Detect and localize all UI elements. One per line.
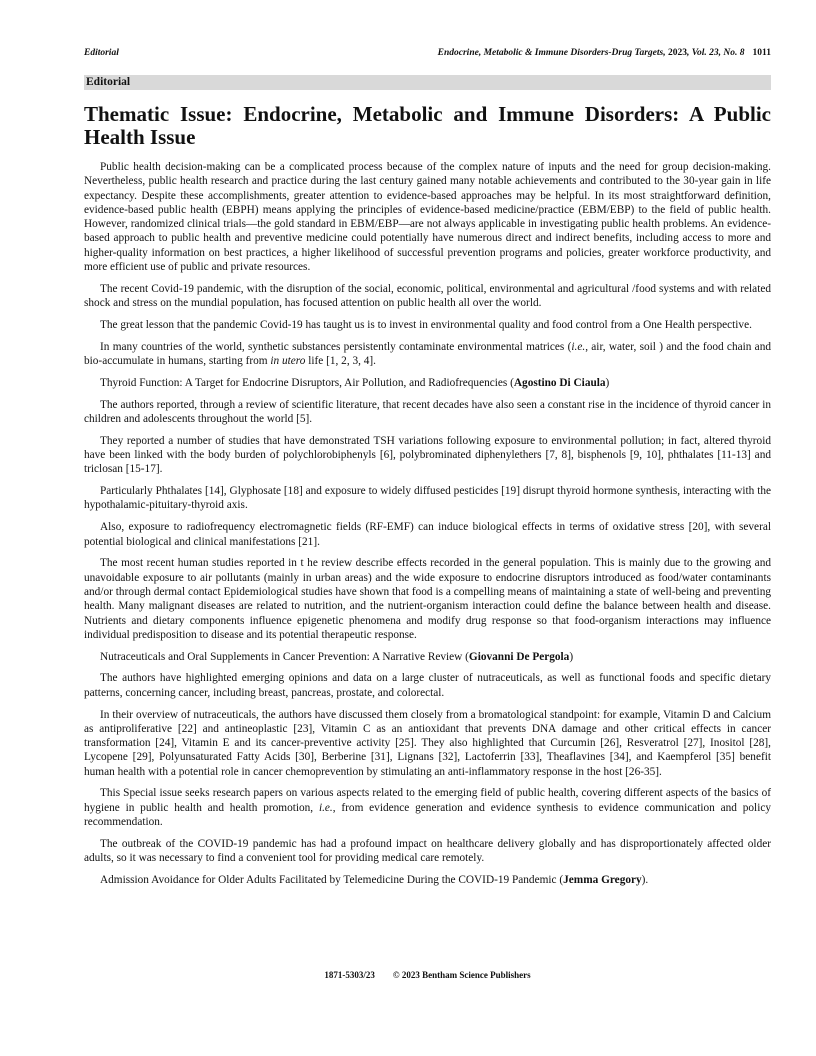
article-reference-title: Nutraceuticals and Oral Supplements in Cancer Prevention: A Narrative Review ( [100,650,469,663]
text-run: , air, water, soil ) and the food chain and bio-accumulate in humans, starting from [84,340,771,368]
italic-term: in utero [270,355,306,368]
text-run: , from evidence generation and evidence synthesis to evidence communication and policy recommendation. [84,801,771,829]
paragraph: They reported a number of studies that have demonstrated TSH variations following exposure to environmental pollution; in fact, altered thyroid have been linked with the body burden of polychlorobiphenyls [6], polybrominated diphenylethers [7, 8], bisphenols [9, 10], phthalates [11-13] and triclosan [15-17]. [84,434,771,476]
article-reference-title: Admission Avoidance for Older Adults Facilitated by Telemedicine During the COVID-19 Pandemic ( [100,873,564,886]
copyright: © 2023 Bentham Science Publishers [392,970,531,980]
page-number: 1011 [752,48,771,58]
italic-abbrev: i.e. [571,340,586,353]
article-body [84,160,771,895]
paragraph: The authors reported, through a review of scientific literature, that recent decades have also seen a constant rise in the incidence of thyroid cancer in children and adolescents throughout the world [5]. [84,398,771,425]
article-reference-author: Jemma Gregory [563,873,642,886]
page-footer [84,970,771,980]
italic-abbrev: i.e. [318,801,333,814]
paragraph: The great lesson that the pandemic Covid-19 has taught us is to invest in environmental quality and food control from a One Health perspective. [100,318,752,331]
text-run: In many countries of the world, synthetic substances persistently contaminate environmental matrices ( [100,340,572,353]
running-head-section: Editorial [84,48,119,58]
article-title: Thematic Issue: Endocrine, Metabolic and Immune Disorders: A Public Health Issue [84,102,771,149]
article-reference [84,650,771,664]
paragraph: The most recent human studies reported in t he review describe effects recorded in the general population. This is mainly due to the growing and unavoidable exposure to air pollutants (mainly in urban areas) and the wide exposure to endocrine disruptors introduced as food/water contaminants and/or through dermal contact Epidemiological studies have shown that food is a compelling means of maintaining a state of well-being and preventing health. Many malignant diseases are related to nutrition, and the nutrient-organism interaction could define the balance between health and disease. Nutrients and dietary components influence epigenetic phenomena and modify drug response so that food-organism interactions may influence individual predisposition to disease and its potential therapeutic response. [84,557,771,641]
paragraph: The authors have highlighted emerging opinions and data on a large cluster of nutraceuticals, as well as functional foods and specific dietary patterns, concerning cancer, including breast, pancreas, prostate, and colorectal. [84,672,771,699]
paragraph: The outbreak of the COVID-19 pandemic has had a profound impact on healthcare delivery globally and has disproportionately affected older adults, so it was necessary to find a convenient tool for providing medical care remotely. [84,837,771,865]
running-head [84,48,771,62]
text-run: ) [605,376,610,389]
journal-volume: Vol. 23 [691,48,719,58]
journal-year: 2023 [667,48,687,58]
paragraph: The recent Covid-19 pandemic, with the disruption of the social, economic, political, environmental and agricultural /food systems and with related shock and stress on the mundial population, has focused attention on public health all over the world. [84,282,771,310]
paragraph: Particularly Phthalates [14], Glyphosate [18] and exposure to widely diffused pesticides [19] disrupt thyroid hormone synthesis, interacting with the hypothalamic-pituitary-thyroid axis. [84,485,771,512]
text-run: life [1, 2, 3, 4]. [305,355,376,368]
text-run: ) [569,650,574,663]
journal-issue: No. 8 [723,48,745,58]
paragraph: Also, exposure to radiofrequency electromagnetic fields (RF-EMF) can induce biological effects in terms of oxidative stress [20], with several potential biological and clinical manifestations [21]. [84,521,771,548]
text-run: ). [641,873,649,886]
paragraph [84,786,771,829]
article-reference-author: Giovanni De Pergola [468,650,570,663]
issn: 1871-5303/23 [324,970,375,980]
text-run: This Special issue seeks research papers on various aspects related to the emerging field of public health, covering different aspects of the basics of hygiene in public health and health promotion, [84,787,771,814]
running-head-citation: Endocrine, Metabolic & Immune Disorders-Drug Targets, 2023, Vol. 23, No. 8 1011 [437,48,771,58]
paragraph [84,340,771,369]
article-reference [84,376,771,390]
article-reference-author: Agostino Di Ciaula [513,376,606,389]
paragraph: Public health decision-making can be a complicated process because of the complex nature of inputs and the need for group decision-making. Nevertheless, public health research and practice during the last century gained many notable achievements and contributed to the 30-year gain in life expectancy. Despite these accomplishments, greater attention to evidence-based approaches may be helpful. In its most straightforward definition, evidence-based public health (EBPH) means applying the principles of evidence-based medicine/practice (EBM/EBP) to the field of public health. However, randomized clinical trials—the gold standard in EBM/EBP—are not always applicable in investigating public health problems. An evidence-based approach to public health and preventive medicine could potentially have numerous direct and indirect benefits, including access to more and higher-quality information on best practices, a higher likelihood of successful prevention programs and policies, greater workforce productivity, and more efficient use of public and private resources. [84,161,771,274]
article-reference [84,873,771,887]
article-reference-title: Thyroid Function: A Target for Endocrine Disruptors, Air Pollution, and Radiofrequencies ( [100,376,514,389]
paragraph: In their overview of nutraceuticals, the authors have discussed them closely from a bromatological standpoint: for example, Vitamin D and Calcium as antiproliferative [22] and antineoplastic [23], Vitamin C as an antioxidant that prevents DNA damage and other critical effects in cancer transformation [24], Vitamin E and its cancer-preventive activity [25]. They also highlighted that Curcumin [26], Resveratrol [27], Inositol [28], Lycopene [29], Polyunsaturated Fatty Acids [30], Berberine [31], Lignans [32], Lactoferrin [33], Theaflavines [34], and Kaempferol [35] benefit human health with a potential role in cancer chemoprevention by stimulating an anti-inflammatory response in the host [26-35]. [84,708,771,778]
journal-name: Endocrine, Metabolic & Immune Disorders-Drug Targets [437,48,664,58]
section-label-bar: Editorial [84,75,771,90]
